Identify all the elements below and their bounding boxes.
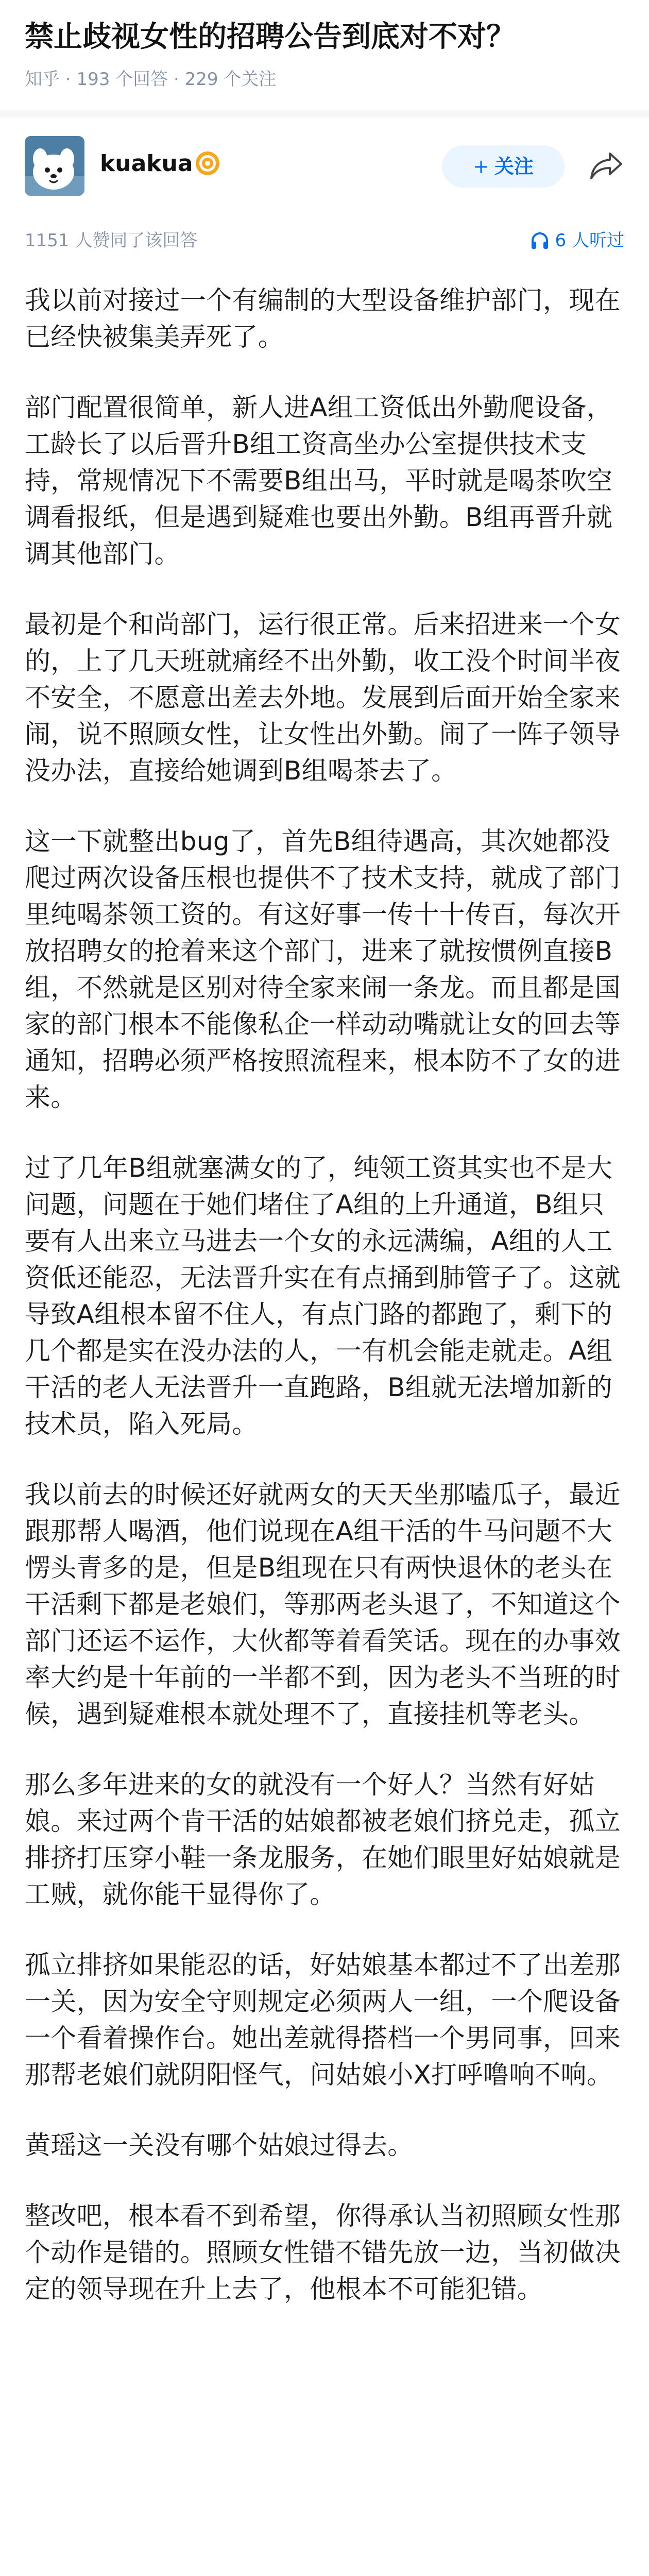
answer-paragraph: 过了几年B组就塞满女的了，纯领工资其实也不是大问题，问题在于她们堵住了A组的上升通道，B组只要有人出来立马进去一个女的永远满编，A组的人工资低还能忍，无法晋升实在有点捅到肺管子了。这就导致A组根本留不住人，有点门路的都跑了，剩下的几个都是实在没办法的人，一有机会能走就走。A组干活的老人无法晋升一直跑路，B组就无法增加新的技术员，陷入死局。 (25, 1153, 621, 1439)
answer-paragraph: 黄瑶这一关没有哪个姑娘过得去。 (25, 2130, 414, 2160)
headphones-icon (530, 230, 550, 251)
author-name[interactable]: kuakua (100, 150, 193, 177)
answer-content (25, 282, 626, 2308)
source-label: 知乎 (25, 69, 60, 90)
cartoon-dog-avatar-icon (25, 136, 84, 196)
answer-count[interactable]: 193 个回答 (76, 69, 168, 90)
plus-icon: + (473, 155, 489, 178)
author-bar (25, 135, 624, 197)
follow-button[interactable] (442, 145, 565, 188)
author-avatar[interactable] (25, 136, 84, 196)
answer-paragraph: 孤立排挤如果能忍的话，好姑娘基本都过不了出差那一关，因为安全守则规定必须两人一组，一个爬设备一个看着操作台。她出差就得搭档一个男同事，回来那帮老娘们就阴阳怪气，问姑娘小X打呼噜响不响。 (25, 1950, 621, 2090)
follow-label: 关注 (494, 155, 534, 178)
answer-paragraph: 部门配置很简单，新人进A组工资低出外勤爬设备，工龄长了以后晋升B组工资高坐办公室提供技术支持，常规情况下不需要B组出马，平时就是喝茶吹空调看报纸，但是遇到疑难也要出外勤。B组再晋升就调其他部门。 (25, 393, 613, 569)
vote-count[interactable]: 1151 人赞同了该回答 (25, 230, 198, 251)
orange-badge-icon[interactable] (195, 150, 220, 176)
share-arrow-icon[interactable] (589, 150, 623, 181)
answer-meta-row (25, 227, 624, 255)
question-title[interactable]: 禁止歧视女性的招聘公告到底对不对？ (25, 20, 515, 54)
follower-count[interactable]: 229 个关注 (184, 69, 277, 90)
listen-button[interactable] (530, 227, 624, 255)
question-meta: 知乎 · 193 个回答 · 229 个关注 (25, 69, 277, 90)
answer-paragraph: 整改吧，根本看不到希望，你得承认当初照顾女性那个动作是错的。照顾女性错不错先放一边，当初做决定的领导现在升上去了，他根本不可能犯错。 (25, 2201, 621, 2304)
answer-paragraph: 最初是个和尚部门，运行很正常。后来招进来一个女的，上了几天班就痛经不出外勤，收工没个时间半夜不安全，不愿意出差去外地。发展到后面开始全家来闹，说不照顾女性，让女性出外勤。闹了一阵子领导没办法，直接给她调到B组喝茶去了。 (25, 609, 621, 786)
answer-paragraph: 我以前对接过一个有编制的大型设备维护部门，现在已经快被集美弄死了。 (25, 285, 621, 352)
answer-paragraph: 那么多年进来的女的就没有一个好人？当然有好姑娘。来过两个肯干活的姑娘都被老娘们挤兑走，孤立排挤打压穿小鞋一条龙服务，在她们眼里好姑娘就是工贼，就你能干显得你了。 (25, 1770, 621, 1909)
section-divider (0, 110, 649, 117)
answer-paragraph: 这一下就整出bug了，首先B组待遇高，其次她都没爬过两次设备压根也提供不了技术支持，就成了部门里纯喝茶领工资的。有这好事一传十十传百，每次开放招聘女的抢着来这个部门，进来了就按惯例直接B组，不然就是区别对待全家来闹一条龙。而且都是国家的部门根本不能像私企一样动动嘴就让女的回去等通知，招聘必须严格按照流程来，根本防不了女的进来。 (25, 826, 621, 1112)
answer-paragraph: 我以前去的时候还好就两女的天天坐那嗑瓜子，最近跟那帮人喝酒，他们说现在A组干活的牛马问题不大愣头青多的是，但是B组现在只有两快退休的老头在干活剩下都是老娘们，等那两老头退了，不知道这个部门还运不运作，大伙都等着看笑话。现在的办事效率大约是十年前的一半都不到，因为老头不当班的时候，遇到疑难根本就处理不了，直接挂机等老头。 (25, 1480, 621, 1729)
listen-count: 6 人听过 (555, 230, 624, 251)
